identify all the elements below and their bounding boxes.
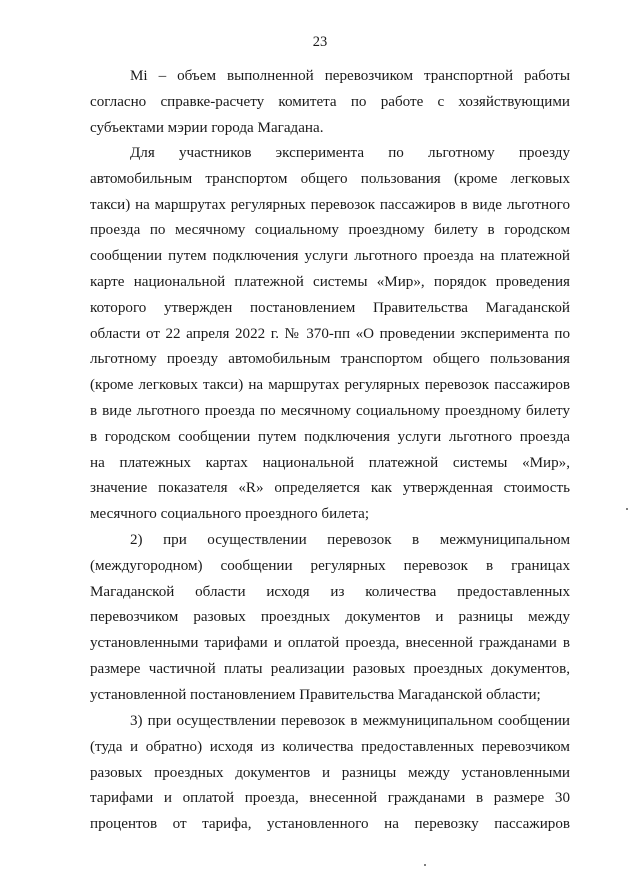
paragraph-item-3 — [90, 709, 570, 838]
text-line: на платежных картах национальной платежной системы «Мир», — [90, 454, 570, 471]
text-line: автомобильным транспортом общего пользования (кроме легковых — [90, 170, 570, 187]
paragraph-experiment-participants — [90, 141, 570, 528]
text-line: льготному проезду автомобильным транспортом общего пользования — [90, 351, 570, 368]
text-line: размере частичной платы реализации разовых проездных документов, — [90, 660, 570, 677]
text-line: (междугородном) сообщении регулярных перевозок в границах — [90, 557, 570, 574]
text-line: в городском сообщении путем подключения услуги льготного проезда — [90, 428, 570, 445]
text-line: карте национальной платежной системы «Мир», порядок проведения — [90, 273, 570, 290]
text-line: проезда по месячному социальному проездному билету в городском — [90, 222, 570, 239]
text-line: установленными тарифами и оплатой проезда, внесенной гражданами в — [90, 635, 570, 652]
text-line: области от 22 апреля 2022 г. № 370-пп «О проведении эксперимента по — [90, 325, 570, 342]
text-line: разовых проездных документов и разницы между установленными — [90, 764, 570, 781]
text-line: которого утвержден постановлением Правительства Магаданской — [90, 299, 570, 316]
text-line: Магаданской области исходя из количества предоставленных — [90, 583, 570, 600]
text-line: сообщении путем подключения услуги льготного проезда на платежной — [90, 248, 570, 265]
scan-speck — [626, 508, 628, 510]
text-line: значение показателя «R» определяется как утвержденная стоимость — [90, 480, 570, 497]
paragraph-item-2 — [90, 528, 570, 709]
page-number: 23 — [312, 34, 328, 50]
text-line: тарифами и оплатой проезда, внесенной гражданами в размере 30 — [90, 790, 570, 807]
scan-speck — [424, 864, 426, 866]
text-line: Mi – объем выполненной перевозчиком транспортной работы — [130, 68, 570, 84]
text-line: (кроме легковых такси) на маршрутах регулярных перевозок пассажиров — [90, 377, 570, 394]
paragraph-mi-definition — [90, 64, 570, 141]
text-line: такси) на маршрутах регулярных перевозок пассажиров в виде льготного — [90, 196, 570, 213]
text-line: месячного социального проездного билета; — [90, 506, 370, 523]
text-line: (туда и обратно) исходя из количества предоставленных перевозчиком — [90, 738, 570, 755]
text-line: в виде льготного проезда по месячному социальному проездному билету — [90, 402, 570, 419]
text-line: согласно справке-расчету комитета по работе с хозяйствующими — [90, 93, 570, 110]
text-line: перевозчиком разовых проездных документов и разницы между — [90, 609, 570, 626]
text-line: 2) при осуществлении перевозок в межмуниципальном — [130, 532, 570, 548]
text-line: установленной постановлением Правительства Магаданской области; — [90, 686, 541, 703]
text-line: Для участников эксперимента по льготному проезду — [130, 145, 570, 161]
text-line: 3) при осуществлении перевозок в межмуниципальном сообщении — [130, 713, 570, 729]
text-line: процентов от тарифа, установленного на перевозку пассажиров — [90, 816, 570, 833]
text-line: субъектами мэрии города Магадана. — [90, 119, 324, 136]
